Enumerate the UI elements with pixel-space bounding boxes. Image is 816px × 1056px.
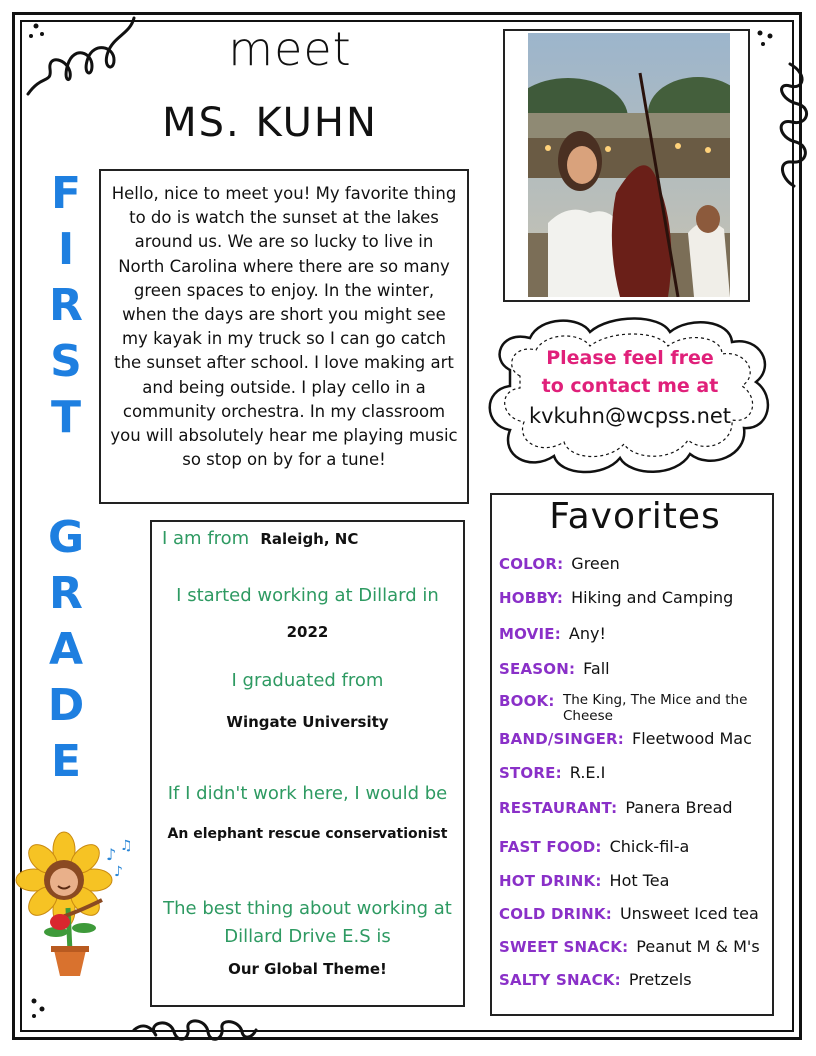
- alt-career-value: An elephant rescue conservationist: [167, 826, 448, 842]
- fav-restaurant: RESTAURANT: Panera Bread: [499, 798, 733, 817]
- contact-email[interactable]: kvkuhn@wcpss.net: [528, 404, 732, 428]
- meet-heading: meet: [228, 22, 352, 76]
- contact-heading: [520, 344, 740, 400]
- fav-band-singer: BAND/SINGER: Fleetwood Mac: [499, 729, 752, 748]
- contact-line-2: to contact me at: [541, 375, 719, 397]
- svg-text:♪: ♪: [114, 864, 123, 880]
- dots-top-right-decoration: [755, 28, 779, 52]
- best-thing-value: Our Global Theme!: [228, 960, 387, 978]
- fav-cold-drink: COLD DRINK: Unsweet Iced tea: [499, 904, 759, 923]
- svg-text:♪: ♪: [106, 845, 117, 864]
- from-value: Raleigh, NC: [260, 530, 359, 548]
- best-thing-label-1: The best thing about working at: [163, 898, 452, 919]
- graduated-label: I graduated from: [231, 670, 384, 691]
- fav-season: SEASON: Fall: [499, 659, 610, 678]
- first-vertical-text: F I R S T: [49, 168, 83, 443]
- squiggle-bottom-decoration: [130, 1010, 260, 1050]
- dots-bottom-left-decoration: [28, 996, 52, 1022]
- fav-sweet-snack: SWEET SNACK: Peanut M & M's: [499, 937, 760, 956]
- best-thing-label-2: Dillard Drive E.S is: [224, 926, 391, 947]
- alt-career-label: If I didn't work here, I would be: [167, 783, 448, 804]
- teacher-name: MS. KUHN: [162, 100, 378, 146]
- squiggle-top-left-decoration: [22, 14, 142, 104]
- from-label: I am from: [162, 528, 250, 549]
- sunflower-guitar-illustration: [14, 830, 142, 980]
- fav-salty-snack: SALTY SNACK: Pretzels: [499, 970, 692, 989]
- graduated-value: Wingate University: [226, 713, 389, 731]
- fav-color: COLOR: Green: [499, 554, 620, 573]
- fav-book: BOOK: The King, The Mice and the Cheese: [499, 692, 748, 724]
- started-label: I started working at Dillard in: [176, 585, 439, 606]
- squiggle-right-decoration: [768, 60, 812, 190]
- fav-hobby: HOBBY: Hiking and Camping: [499, 588, 734, 607]
- fav-hot-drink: HOT DRINK: Hot Tea: [499, 871, 670, 890]
- from-row: [162, 528, 457, 549]
- fav-movie: MOVIE: Any!: [499, 624, 606, 643]
- teacher-photo: [528, 33, 730, 297]
- fav-store: STORE: R.E.I: [499, 763, 606, 782]
- fav-fast-food: FAST FOOD: Chick-fil-a: [499, 837, 690, 856]
- favorites-title: Favorites: [549, 496, 721, 537]
- bio-text: Hello, nice to meet you! My favorite thing to do is watch the sunset at the lakes around us. We are so lucky to live in North Carolina where there are so many green spaces to enjoy. In the winter, when the days are short you might see my kayak in my truck so I can go catch the sunset after school. I love making art and being outside. I play cello in a community orchestra. In my classroom you will absolutely hear me playing music so stop on by for a tune!: [110, 184, 458, 470]
- started-value: 2022: [286, 623, 329, 641]
- contact-line-1: Please feel free: [546, 347, 714, 369]
- grade-vertical-text: G R A D E: [47, 512, 85, 787]
- svg-text:♫: ♫: [120, 838, 133, 854]
